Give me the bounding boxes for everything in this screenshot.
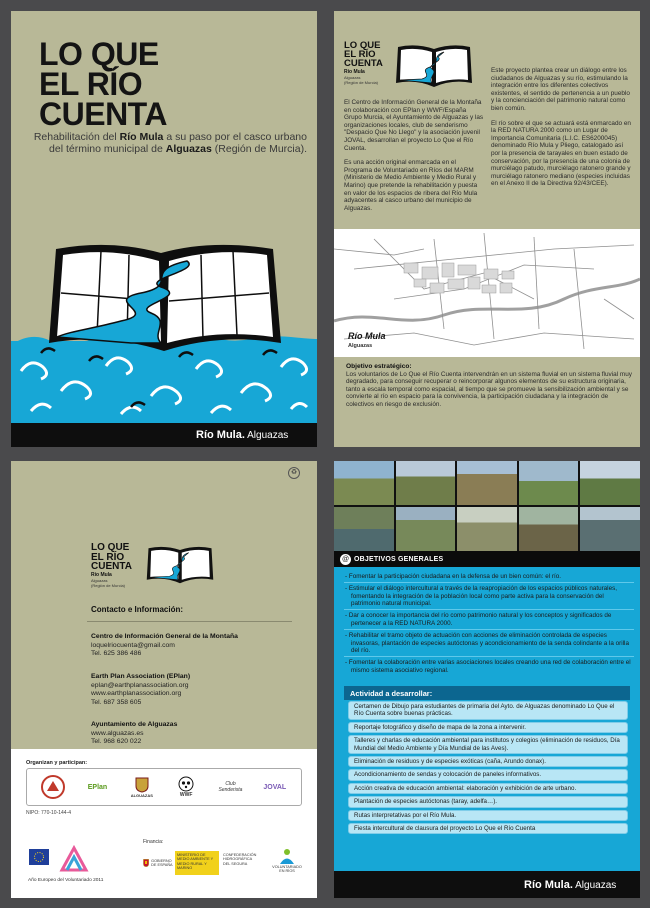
map-label-town: Alguazas: [348, 343, 373, 349]
river-photo: [334, 507, 394, 551]
inside-panel: [334, 11, 640, 447]
general-objectives-list: [344, 573, 634, 676]
back-panel: [11, 461, 317, 898]
activities-list: [348, 701, 628, 836]
list-item: Certamen de Dibujo para estudiantes de primaria del Ayto. de Alguazas denominado Lo Que el Río Cuenta sobre buenas prácticas.: [348, 701, 628, 720]
river-photo: [396, 507, 456, 551]
photo-collage: [334, 461, 640, 551]
contact-ayuntamiento: Ayuntamiento de Alguazas www.alguazas.es Tel. 968 620 022: [91, 721, 178, 746]
voluntariado-rios-logo: VOLUNTARIADO EN RÍOS: [271, 847, 303, 874]
river-photo: [519, 461, 579, 505]
list-item: - Estimular el diálogo intercultural a través de la reapropiación de los espacios públicos naturales, fomentando la integración de la población local como parte activa para la conservación del patrimonio natural municipal.: [345, 585, 617, 608]
website-link[interactable]: www.earthplanassociation.org: [91, 690, 182, 698]
open-book-river-illustration: [11, 221, 317, 423]
wwf-logo: WWF: [171, 772, 201, 802]
list-item: Rutas interpretativas por el Río Mula.: [348, 810, 628, 821]
alguazas-logo: ALGUAZAS: [127, 772, 157, 802]
list-item: - Fomentar la colaboración entre varias asociaciones locales creando una red de colaboración entre el mismo sistema asociativo regional.: [345, 659, 631, 674]
joval-logo: JOVAL: [263, 783, 287, 791]
swirl-icon: @: [341, 556, 350, 563]
cover-footer: Río Mula. Alguazas: [11, 423, 317, 447]
objectives-heading: OBJETIVOS GENERALES: [354, 556, 444, 563]
nipo-code: NIPO: 770-10-144-4: [26, 810, 72, 816]
list-item: Acción creativa de educación ambiental: elaboración y exhibición de arte urbano.: [348, 783, 628, 794]
financing-label: Financia:: [143, 839, 164, 845]
list-item: Fiesta intercultural de clausura del proyecto Lo Que el Río Cuenta: [348, 823, 628, 834]
website-link[interactable]: www.alguazas.es: [91, 729, 144, 737]
activities-heading: Actividad a desarrollar:: [344, 686, 630, 700]
list-item: Acondicionamiento de sendas y colocación de paneles informativos.: [348, 769, 628, 780]
eu-caption: Año Europeo del Voluntariado 2011: [28, 878, 104, 883]
contact-centro: Centro de Información General de la Montaña loquelriocuenta@gmail.com Tel. 625 386 486: [91, 633, 238, 658]
objectives-footer: Río Mula. Alguazas: [334, 871, 640, 898]
contact-divider: [87, 621, 292, 622]
volunteer-year-logo: [59, 845, 89, 873]
intro-column-left: El Centro de Información General de la Montaña en colaboración con EPlan y WWF/España Grupo Murcia, el Ayuntamiento de Alguazas y las organizaciones locales, club de senderismo "Despacio Que No Llego" y la asociación juvenil JOVAL, desarrollan el proyecto Lo Que el Río Cuenta. Es una acción original enmarcada en el Programa de Voluntariado en Ríos del MARM (Ministerio de Medio Ambiente y Medio Rural y Marino) que pretende la rehabilitación y puesta en valor de los espacios de ribera del Río Mula adyacentes al casco urbano del municipio de Alguazas.: [344, 99, 484, 212]
email-link[interactable]: loquelriocuenta@gmail.com: [91, 641, 175, 649]
cover-panel: [11, 11, 317, 447]
strategic-objective: Objetivo estratégico: Los voluntarios de Lo Que el Río Cuenta intervendrán en un sistema fluvial en un sistema fluvial muy degradado, para conseguir recuperar o reincorporar algunos elementos de su estructura originaria, tanto a escala temporal como espacial, al tiempo que se promueve la sensibilización ambiental y se convierte al río en espacio para la convivencia, la participación ciudadana y la integración de colectivos en riesgo de exclusión.: [346, 363, 632, 408]
eplan-logo: EPlan: [87, 783, 108, 791]
list-item: - Rehabilitar el tramo objeto de actuación con acciones de eliminación controlada de especies invasoras, plantación de especies autóctonas y acondicionamiento de la senda colindante a la orilla del río.: [345, 632, 629, 655]
club-senderista-logo: Club Senderista: [218, 781, 243, 793]
book-logo-icon: [394, 41, 474, 89]
intro-column-right: Este proyecto plantea crear un diálogo entre los ciudadanos de Alguazas y su río, estimulando la integración entre los diferentes colectivos existentes, el sentido de pertenencia a un pueblo y la concienciación del patrimonio natural como bien común. El río sobre el que se actuará está enmarcado en la RED NATURA 2000 como un Lugar de Importancia Comunitaria (L.I.C. ES6200045) denominado Río Mula y Pliego, catalogado así por la presencia de tarayales en buen estado de conservación, por la presencia de una colonia de murciélago patudo, murciélago ratonero grande y murciélago ratonero mediano (especies incluidas en el Anexo II de la Directiva 92/43/CEE).: [491, 67, 631, 188]
river-photo: [580, 461, 640, 505]
ministry-logo: MINISTERIO DE MEDIO AMBIENTE Y MEDIO RURAL Y MARINO: [175, 851, 219, 875]
partners-label: Organizan y participan:: [26, 760, 88, 766]
contact-eplan: Earth Plan Association (EPlan) eplan@earthplanassociation.org www.earthplanassociation.org Tel. 687 358 605: [91, 673, 191, 706]
partner-logos: [26, 768, 302, 806]
river-photo: [334, 461, 394, 505]
list-item: Talleres y charlas de educación ambiental para institutos y colegios (eliminación de residuos, Día Mundial del Medio Ambiente y Día Mundial de las Aves).: [348, 735, 628, 754]
cover-title: [39, 36, 309, 132]
map-label-river: Río Mula: [348, 331, 386, 341]
eu-flag-icon: [29, 849, 49, 865]
recycle-icon: ♻: [288, 467, 300, 479]
spain-government-logo: GOBIERNO DE ESPAÑA: [143, 849, 173, 877]
email-link[interactable]: eplan@earthplanassociation.org: [91, 681, 189, 689]
river-photo: [396, 461, 456, 505]
list-item: Eliminación de residuos y de especies exóticas (caña, Arundo donax).: [348, 756, 628, 767]
title-line-1: LO QUE: [39, 36, 159, 72]
river-photo: [580, 507, 640, 551]
contact-heading: Contacto e Información:: [91, 605, 184, 614]
list-item: Plantación de especies autóctonas (taray, adelfa…).: [348, 796, 628, 807]
back-project-logo: LO QUE EL RÍO CUENTA Río Mula Alguazas (Región de Murcia): [91, 542, 132, 588]
back-book-logo-icon: [145, 543, 215, 585]
confederation-logo: CONFEDERACIÓN HIDROGRÁFICA DEL SEGURA: [223, 853, 257, 866]
river-photo: [519, 507, 579, 551]
objectives-panel: [334, 461, 640, 898]
list-item: - Dar a conocer la importancia del río como patrimonio natural y los conceptos y significados de pertenecer a la RED NATURA 2000.: [345, 612, 612, 627]
river-photo: [457, 461, 517, 505]
list-item: - Fomentar la participación ciudadana en la defensa de un bien común: el río.: [345, 573, 561, 580]
title-line-2: EL RÍO: [39, 66, 143, 102]
title-line-3: CUENTA: [39, 96, 167, 132]
cover-subtitle: Rehabilitación del Río Mula a su paso por el casco urbano del término municipal de Alguazas (Región de Murcia).: [33, 131, 307, 155]
river-photo: [457, 507, 517, 551]
project-logo: LO QUE EL RÍO CUENTA Río Mula Alguazas (Región de Murcia): [344, 40, 383, 85]
centro-montana-logo: [38, 772, 68, 802]
list-item: Reportaje fotográfico y diseño de mapa de la zona a intervenir.: [348, 722, 628, 733]
